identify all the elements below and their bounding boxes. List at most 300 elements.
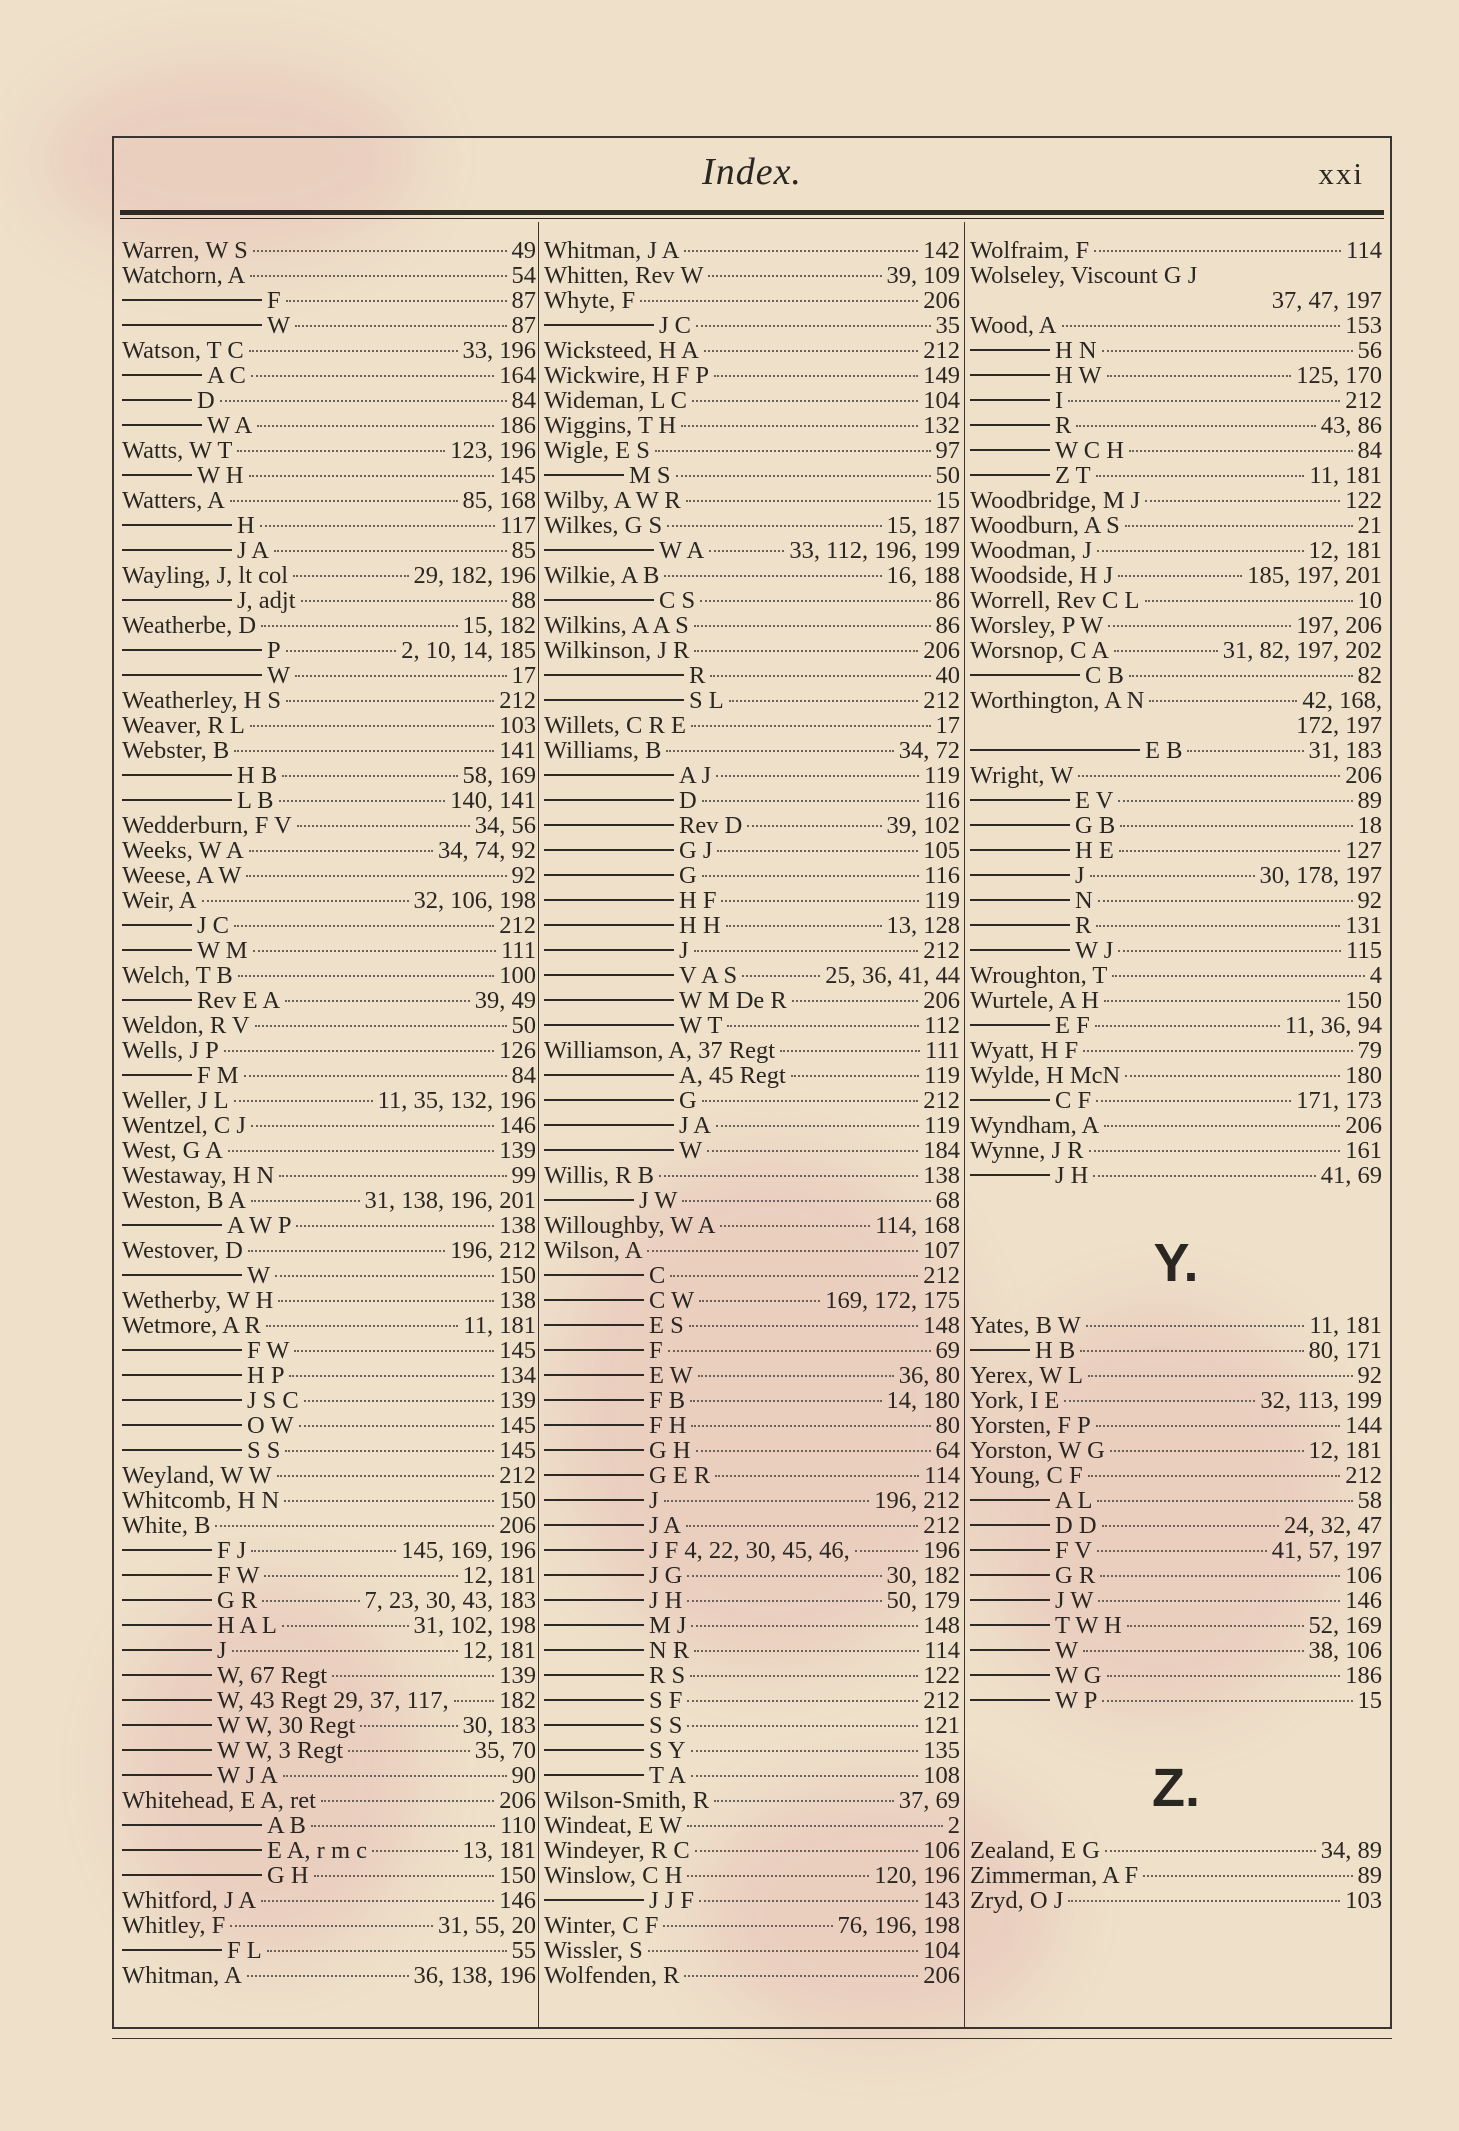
entry-name [544, 1463, 710, 1488]
leader-dots [1088, 1475, 1341, 1477]
ditto-dash [970, 849, 1070, 851]
entry-name [544, 863, 697, 888]
entry-name-text: Wyatt, H F [970, 1037, 1079, 1064]
ditto-dash [544, 1599, 644, 1601]
leader-dots [251, 1125, 494, 1127]
entry-name-text: G B [1075, 812, 1116, 839]
entry-name [122, 888, 197, 913]
entry-name-text: P [267, 637, 281, 664]
entry-name-text: J F 4, 22, 30, 45, 46, [649, 1537, 850, 1564]
leader-dots [707, 1150, 918, 1152]
entry-pages: 212 [923, 1262, 960, 1289]
entry-name [122, 688, 281, 713]
entry-name [970, 1363, 1083, 1388]
index-entry [122, 688, 536, 713]
leader-dots [647, 1250, 918, 1252]
leader-dots [721, 900, 919, 902]
entry-pages: 206 [499, 1787, 536, 1814]
entry-name-text: G E R [649, 1462, 711, 1489]
entry-name-text: Weeks, W A [122, 837, 244, 864]
entry-pages: 116 [924, 862, 960, 889]
entry-name [544, 513, 662, 538]
leader-dots [1083, 1050, 1352, 1052]
entry-name-text: S L [689, 687, 724, 714]
index-entry [122, 1788, 536, 1813]
entry-pages: 120, 196 [874, 1862, 960, 1889]
entry-name [970, 763, 1073, 788]
leader-dots [454, 1700, 495, 1702]
entry-name-text: W W, 30 Regt [217, 1712, 356, 1739]
index-entry [970, 413, 1382, 438]
entry-pages: 145, 169, 196 [401, 1537, 536, 1564]
index-entry [544, 1763, 960, 1788]
entry-pages: 122 [923, 1662, 960, 1689]
entry-pages: 212 [923, 937, 960, 964]
leader-dots [670, 1275, 918, 1277]
ditto-dash [970, 1674, 1050, 1676]
entry-pages: 15 [1357, 1687, 1382, 1714]
entry-name [122, 1038, 219, 1063]
index-entry [544, 1013, 960, 1038]
entry-pages: 39, 109 [886, 262, 960, 289]
entry-name-text: R [1055, 412, 1072, 439]
entry-pages: 206 [499, 1512, 536, 1539]
ditto-dash [970, 799, 1070, 801]
entry-name [544, 488, 681, 513]
index-entry [544, 713, 960, 738]
entry-pages: 21 [1357, 512, 1382, 539]
index-entry [122, 763, 536, 788]
ditto-dash [970, 1499, 1050, 1501]
entry-pages: 99 [511, 1162, 536, 1189]
entry-name [970, 613, 1103, 638]
ditto-dash [544, 1374, 644, 1376]
spacer [970, 1713, 1382, 1763]
leader-dots [1097, 1500, 1352, 1502]
index-entry [122, 438, 536, 463]
entry-pages: 212 [499, 1462, 536, 1489]
entry-pages: 54 [511, 262, 536, 289]
entry-pages: 206 [923, 1962, 960, 1989]
entry-name [122, 813, 292, 838]
entry-name-text: Wentzel, C J [122, 1112, 246, 1139]
page-title: Index. [702, 151, 802, 193]
leader-dots [230, 500, 458, 502]
entry-name [122, 1363, 284, 1388]
ditto-dash [122, 1424, 242, 1426]
ditto-dash [122, 999, 192, 1001]
leader-dots [694, 1650, 919, 1652]
entry-name [970, 1113, 1099, 1138]
entry-name [544, 538, 704, 563]
entry-pages: 142 [923, 237, 960, 264]
entry-name [544, 1788, 709, 1813]
index-entry [544, 738, 960, 763]
ditto-dash [122, 949, 192, 951]
entry-pages: 139 [499, 1387, 536, 1414]
entry-pages: 164 [499, 362, 536, 389]
index-entry [970, 663, 1382, 688]
leader-dots [264, 1575, 457, 1577]
ditto-dash [544, 1899, 644, 1901]
entry-name [544, 1838, 690, 1863]
entry-name-text: W A [659, 537, 705, 564]
ditto-dash [544, 474, 624, 476]
entry-name [970, 1688, 1097, 1713]
entry-pages: 212 [923, 1512, 960, 1539]
index-entry [970, 888, 1382, 913]
entry-name-text: G R [217, 1587, 258, 1614]
entry-pages: 196 [923, 1537, 960, 1564]
leader-dots [691, 1625, 918, 1627]
index-entry [544, 963, 960, 988]
entry-name-text: Williams, B [544, 737, 662, 764]
entry-pages: 150 [499, 1487, 536, 1514]
entry-name-text: Wigle, E S [544, 437, 650, 464]
leader-dots [285, 1000, 470, 1002]
entry-pages: 206 [923, 287, 960, 314]
entry-pages: 11, 181 [1309, 1312, 1382, 1339]
leader-dots [230, 1925, 433, 1927]
leader-dots [640, 300, 918, 302]
leader-dots [691, 1425, 930, 1427]
entry-name [544, 663, 705, 688]
entry-name [544, 1063, 786, 1088]
index-entry [970, 1138, 1382, 1163]
entry-name-text: E B [1145, 737, 1183, 764]
entry-pages: 15, 182 [462, 612, 536, 639]
index-entry [544, 938, 960, 963]
leader-dots [283, 1775, 507, 1777]
leader-dots [220, 400, 507, 402]
leader-dots [1105, 1850, 1316, 1852]
leader-dots [716, 1125, 919, 1127]
leader-dots [260, 525, 495, 527]
entry-name [544, 1863, 682, 1888]
leader-dots [729, 700, 919, 702]
entry-name-text: Wilkinson, J R [544, 637, 690, 664]
entry-pages: 212 [923, 687, 960, 714]
entry-name [544, 938, 689, 963]
entry-name-text: J C [197, 912, 230, 939]
entry-pages: 150 [1345, 987, 1382, 1014]
index-entry [122, 363, 536, 388]
entry-name [122, 1163, 274, 1188]
entry-name-text: E A, r m c [267, 1837, 368, 1864]
entry-name [544, 1013, 722, 1038]
leader-dots [249, 850, 433, 852]
leader-dots [855, 1550, 918, 1552]
ditto-dash [122, 774, 232, 776]
index-entry [970, 1563, 1382, 1588]
leader-dots [648, 1950, 918, 1952]
entry-name [544, 1438, 691, 1463]
leader-dots [228, 1150, 494, 1152]
ditto-dash [122, 674, 262, 676]
index-entry [544, 1163, 960, 1188]
entry-name-text: N [1075, 887, 1093, 914]
entry-name-text: J J F [649, 1887, 694, 1914]
entry-name-text: Wyndham, A [970, 1112, 1100, 1139]
entry-name [122, 1938, 262, 1963]
entry-pages: 88 [511, 587, 536, 614]
entry-name-text: Wolseley, Viscount G J [970, 262, 1198, 289]
entry-name-text: Z T [1055, 462, 1091, 489]
leader-dots [237, 450, 445, 452]
leader-dots [1114, 650, 1218, 652]
leader-dots [1064, 1400, 1255, 1402]
entry-pages: 87 [511, 312, 536, 339]
leader-dots [682, 1200, 930, 1202]
leader-dots [274, 550, 506, 552]
entry-name-text: Wroughton, T [970, 962, 1108, 989]
entry-name [970, 1438, 1105, 1463]
entry-name [122, 513, 255, 538]
index-entry [970, 238, 1382, 263]
entry-name [544, 913, 721, 938]
leader-dots [1100, 1575, 1340, 1577]
entry-name-text: Welch, T B [122, 962, 233, 989]
entry-name-text: Watson, T C [122, 337, 244, 364]
leader-dots [1112, 975, 1364, 977]
index-entry [544, 1838, 960, 1863]
index-entry [970, 1163, 1382, 1188]
leader-dots [689, 1325, 919, 1327]
index-entry [544, 1063, 960, 1088]
index-entry [970, 1688, 1382, 1713]
leader-dots [699, 1900, 918, 1902]
entry-name [122, 313, 290, 338]
entry-name-text: Wynne, J R [970, 1137, 1084, 1164]
index-entry [544, 1938, 960, 1963]
index-entry [970, 863, 1382, 888]
index-entry [544, 463, 960, 488]
entry-name-text: W T [679, 1012, 723, 1039]
index-entry [544, 1463, 960, 1488]
entry-pages: 15, 187 [886, 512, 960, 539]
entry-pages: 80, 171 [1308, 1337, 1382, 1364]
ditto-dash [544, 1524, 644, 1526]
ditto-dash [122, 399, 192, 401]
leader-dots [1083, 1650, 1303, 1652]
entry-name-text: W [267, 662, 291, 689]
entry-name-text: M S [629, 462, 671, 489]
entry-name [544, 1763, 686, 1788]
leader-dots [1096, 1425, 1341, 1427]
entry-pages: 13, 128 [886, 912, 960, 939]
leader-dots [663, 1925, 832, 1927]
entry-pages: 79 [1357, 1037, 1382, 1064]
entry-name [970, 338, 1097, 363]
entry-name-text: Wayling, J, lt col [122, 562, 289, 589]
entry-name [544, 713, 686, 738]
entry-pages: 36, 138, 196 [413, 1962, 536, 1989]
entry-name [970, 1463, 1083, 1488]
entry-name [122, 463, 244, 488]
leader-dots [1125, 525, 1353, 527]
entry-name [970, 1638, 1078, 1663]
entry-pages: 12, 181 [462, 1562, 536, 1589]
entry-name-text: Woodburn, A S [970, 512, 1120, 539]
entry-name-text: F [649, 1337, 663, 1364]
entry-name-text: L B [237, 787, 274, 814]
entry-name [122, 838, 244, 863]
entry-pages: 34, 89 [1320, 1837, 1382, 1864]
entry-name-text: A W P [227, 1212, 292, 1239]
entry-name [544, 1738, 686, 1763]
entry-name [544, 1688, 682, 1713]
ditto-dash [544, 1424, 644, 1426]
entry-name [970, 488, 1140, 513]
ditto-dash [122, 799, 232, 801]
entry-name [122, 1438, 280, 1463]
entry-name [544, 263, 703, 288]
entry-name [544, 888, 716, 913]
leader-dots [681, 425, 918, 427]
index-entry [544, 1238, 960, 1263]
ditto-dash [970, 899, 1070, 901]
entry-pages: 39, 49 [474, 987, 536, 1014]
entry-name-text: Westover, D [122, 1237, 243, 1264]
entry-name-text: J [217, 1637, 227, 1664]
ditto-dash [122, 1824, 262, 1826]
entry-pages: 186 [1345, 1662, 1382, 1689]
index-entry [970, 1588, 1382, 1613]
entry-pages: 106 [1345, 1562, 1382, 1589]
index-entry [970, 1888, 1382, 1913]
entry-pages: 50 [511, 1012, 536, 1039]
entry-pages: 182 [499, 1687, 536, 1714]
leader-dots [1187, 750, 1303, 752]
ditto-dash [970, 374, 1050, 376]
leader-dots [667, 525, 881, 527]
entry-name-text: Whitten, Rev W [544, 262, 704, 289]
entry-name-text: Weatherbe, D [122, 612, 257, 639]
entry-name-text: W J A [217, 1762, 278, 1789]
entry-name [544, 788, 697, 813]
entry-name-text: D [679, 787, 697, 814]
leader-dots [1118, 575, 1242, 577]
entry-name [970, 1588, 1093, 1613]
index-entry [544, 1088, 960, 1113]
entry-name-text: G H [267, 1862, 309, 1889]
leader-dots [714, 1800, 894, 1802]
entry-name [122, 1863, 309, 1888]
entry-name-text: F V [1055, 1537, 1093, 1564]
entry-pages: 206 [923, 987, 960, 1014]
entry-name-text: J A [679, 1112, 712, 1139]
index-entry [544, 288, 960, 313]
entry-pages: 184 [923, 1137, 960, 1164]
leader-dots [266, 1325, 459, 1327]
index-entry [122, 1038, 536, 1063]
entry-name [122, 1813, 306, 1838]
ditto-dash [970, 1699, 1050, 1701]
index-entry [544, 863, 960, 888]
entry-name-text: A J [679, 762, 712, 789]
entry-name-text: A B [267, 1812, 306, 1839]
column-divider-1 [538, 222, 539, 2027]
entry-name [544, 1038, 775, 1063]
leader-dots [1129, 450, 1353, 452]
entry-name [122, 1188, 246, 1213]
index-entry [122, 1913, 536, 1938]
ditto-dash [544, 1124, 674, 1126]
ditto-dash [970, 1599, 1050, 1601]
entry-name [122, 1638, 227, 1663]
leader-dots [691, 725, 931, 727]
leader-dots [1149, 700, 1297, 702]
section-letter: Y. [1153, 1233, 1199, 1293]
leader-dots [687, 1600, 881, 1602]
entry-pages: 86 [935, 612, 960, 639]
ditto-dash [970, 874, 1070, 876]
entry-name-text: T W H [1055, 1612, 1122, 1639]
leader-dots [285, 1450, 494, 1452]
index-entry [544, 988, 960, 1013]
index-entry [122, 563, 536, 588]
entry-name-text: Whitehead, E A, ret [122, 1787, 316, 1814]
leader-dots [664, 575, 881, 577]
leader-dots [1102, 1525, 1279, 1527]
entry-pages: 34, 56 [474, 812, 536, 839]
index-entry [970, 463, 1382, 488]
entry-name-text: Worthington, A N [970, 687, 1145, 714]
leader-dots [304, 1400, 494, 1402]
index-entry [970, 338, 1382, 363]
entry-name [122, 1963, 242, 1988]
index-entry [970, 588, 1382, 613]
entry-name [122, 788, 274, 813]
entry-pages: 135 [923, 1737, 960, 1764]
entry-name [970, 538, 1092, 563]
entry-pages: 146 [499, 1887, 536, 1914]
entry-pages: 138 [499, 1212, 536, 1239]
leader-dots [348, 1750, 470, 1752]
index-entry [122, 1738, 536, 1763]
entry-pages: 32, 113, 199 [1260, 1387, 1382, 1414]
entry-pages: 80 [935, 1412, 960, 1439]
page-frame [112, 136, 1392, 2029]
leader-dots [1143, 1875, 1352, 1877]
leader-dots [687, 1575, 881, 1577]
entry-name [544, 1938, 643, 1963]
ditto-dash [544, 1324, 644, 1326]
entry-name-text: F L [227, 1937, 262, 1964]
entry-pages: 146 [1345, 1587, 1382, 1614]
entry-pages: 38, 106 [1308, 1637, 1382, 1664]
entry-pages: 82 [1357, 662, 1382, 689]
index-entry [970, 788, 1382, 813]
entry-name [122, 1713, 355, 1738]
leader-dots [1096, 1100, 1291, 1102]
index-entry [544, 388, 960, 413]
entry-name [544, 813, 742, 838]
entry-name [122, 1063, 239, 1088]
index-entry [544, 813, 960, 838]
entry-name [122, 1513, 210, 1538]
leader-dots [250, 275, 506, 277]
leader-dots [1068, 400, 1340, 402]
leader-dots [1118, 800, 1352, 802]
leader-dots [234, 925, 494, 927]
leader-dots [314, 1875, 495, 1877]
entry-name [122, 288, 281, 313]
index-entry [122, 1463, 536, 1488]
entry-name [544, 1588, 682, 1613]
entry-pages: 180 [1345, 1062, 1382, 1089]
entry-name-text: Wurtele, A H [970, 987, 1099, 1014]
